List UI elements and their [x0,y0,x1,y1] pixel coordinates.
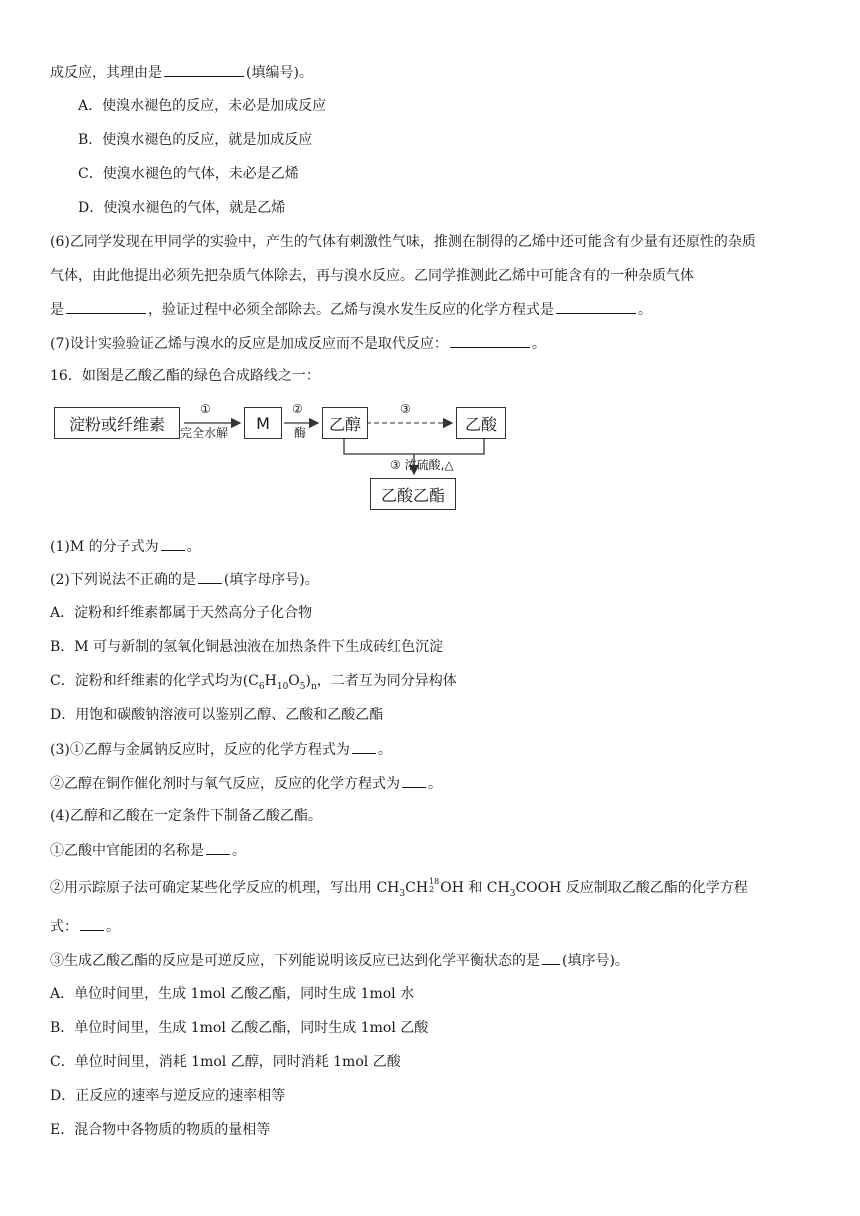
answer-blank[interactable] [542,950,560,965]
esterification-connector [344,439,484,454]
answer-blank[interactable] [450,333,530,348]
label-enzyme: 酶 [294,426,307,440]
q16-part4-1: ①乙酸中官能团的名称是 。 [50,840,246,861]
q16-eq-option-a: A．单位时间里，生成 1mol 乙酸乙酯，同时生成 1mol 水 [50,986,415,1002]
q16-eq-option-b: B．单位时间里，生成 1mol 乙酸乙酯，同时生成 1mol 乙酸 [50,1020,429,1036]
q16-eq-option-e: E．混合物中各物质的物质的量相等 [50,1122,271,1138]
q15-option-b: B．使溴水褪色的反应，就是加成反应 [78,132,313,148]
q15-part6-line3: 是 ，验证过程中必须全部除去。乙烯与溴水发生反应的化学方程式是 。 [50,299,652,320]
label-conc-sulfuric: ③ 浓硫酸,△ [390,458,454,472]
q15-part6-line1: (6)乙同学发现在甲同学的实验中，产生的气体有刺激性气味，推测在制得的乙烯中还可能含有少量有还原性的杂质 [50,234,756,250]
label-step2: ② [292,402,303,416]
q15-reason-line: 成反应，其理由是 (填编号)。 [50,62,313,83]
answer-blank[interactable] [206,840,230,855]
q16-part2: (2)下列说法不正确的是 (填字母序号)。 [50,569,319,590]
q16-part4-2-cont: 式： 。 [50,916,120,937]
q16-option-c: C．淀粉和纤维素的化学式均为$(C_6H_{10}O_5)_n$，二者互为同分异构体 [50,673,457,692]
q16-option-b: B．M 可与新制的氢氧化铜悬浊液在加热条件下生成砖红色沉淀 [50,639,444,655]
box-starch-cellulose: 淀粉或纤维素 [54,407,180,439]
synthesis-route-diagram [54,398,514,510]
isotope-label: 18 2 [429,877,440,894]
q15-part6-line2: 气体，由此他提出必须先把杂质气体除去，再与溴水反应。乙同学推测此乙烯中可能含有的一种杂质气体 [50,268,694,284]
q15-option-c: C．使溴水褪色的气体，未必是乙烯 [78,166,299,182]
answer-blank[interactable] [161,536,185,551]
q16-option-d: D．用饱和碳酸钠溶液可以鉴别乙醇、乙酸和乙酸乙酯 [50,707,384,723]
box-ethyl-acetate: 乙酸乙酯 [370,478,456,510]
answer-blank[interactable] [402,773,426,788]
box-m: M [244,407,282,439]
q16-part4-3: ③生成乙酸乙酯的反应是可逆反应，下列能说明该反应已达到化学平衡状态的是 (填序号)。 [50,950,629,971]
q16-part3-1: (3)①乙醇与金属钠反应时，反应的化学方程式为 。 [50,739,392,760]
answer-blank[interactable] [164,62,244,77]
q15-option-a: A．使溴水褪色的反应，未必是加成反应 [78,98,327,114]
answer-blank[interactable] [556,299,636,314]
q16-eq-option-d: D．正反应的速率与逆反应的速率相等 [50,1088,286,1104]
q15-part7: (7)设计实验验证乙烯与溴水的反应是加成反应而不是取代反应： 。 [50,333,546,354]
label-step1: ① [200,402,211,416]
box-ethanol: 乙醇 [322,407,368,439]
q16-eq-option-c: C．单位时间里，消耗 1mol 乙醇，同时消耗 1mol 乙酸 [50,1054,401,1070]
q16-part1: (1)M 的分子式为 。 [50,536,201,557]
label-hydrolysis: 完全水解 [180,426,229,440]
q16-part3-2: ②乙醇在铜作催化剂时与氧气反应，反应的化学方程式为 。 [50,773,442,794]
q16-part4-2: ②用示踪原子法可确定某些化学反应的机理，写出用 $CH_3CH$ 18 2 OH 和 $CH_3COOH$ 反应制取乙酸乙酯的化学方程 [50,877,748,899]
answer-blank[interactable] [80,916,104,931]
q16-title: 16．如图是乙酸乙酯的绿色合成路线之一： [50,368,320,384]
q15-option-d: D．使溴水褪色的气体，就是乙烯 [78,200,286,216]
q16-option-a: A．淀粉和纤维素都属于天然高分子化合物 [50,605,313,621]
answer-blank[interactable] [66,299,146,314]
q16-part4: (4)乙醇和乙酸在一定条件下制备乙酸乙酯。 [50,808,322,824]
answer-blank[interactable] [352,739,376,754]
answer-blank[interactable] [198,569,222,584]
box-acetic-acid: 乙酸 [456,407,506,439]
label-step3: ③ [400,402,411,416]
